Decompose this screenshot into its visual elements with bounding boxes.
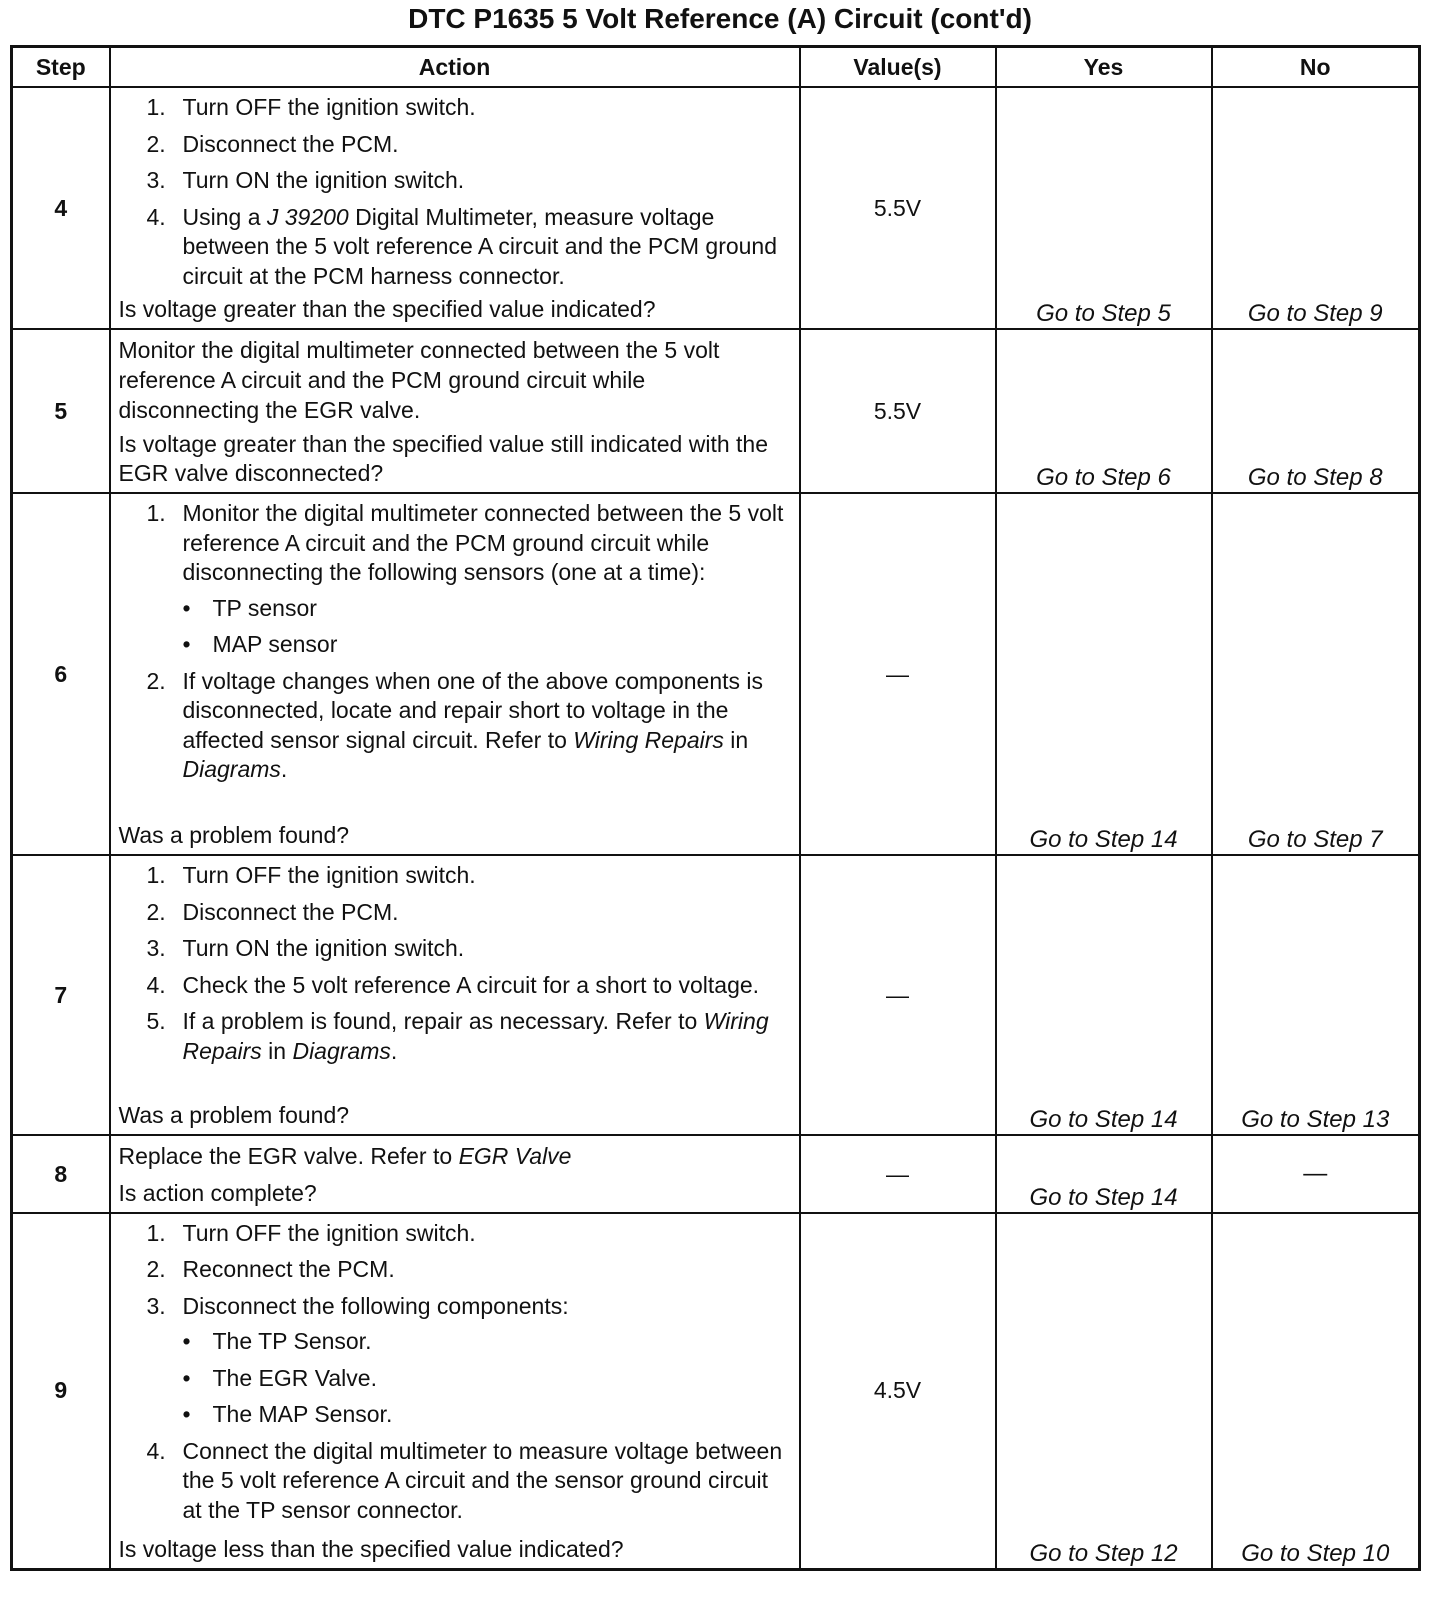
value-cell: — xyxy=(800,855,996,1135)
header-yes: Yes xyxy=(996,47,1212,88)
action-text: Monitor the digital multimeter connected between the 5 volt reference A circuit and the PCM ground circuit while disconnecting the EGR valve. xyxy=(118,337,720,423)
header-row xyxy=(12,47,1420,88)
question-text: Is action complete? xyxy=(118,1180,317,1206)
page-title: DTC P1635 5 Volt Reference (A) Circuit (cont'd) xyxy=(408,3,1032,34)
yes-result: Go to Step 12 xyxy=(996,1213,1212,1569)
table-row-step-4 xyxy=(12,87,1420,329)
no-result: Go to Step 9 xyxy=(1212,87,1420,329)
action-step: 1. Turn OFF the ignition switch. xyxy=(146,862,476,888)
question-text: Is voltage greater than the specified value indicated? xyxy=(118,296,656,322)
list-item: • The MAP Sensor. xyxy=(182,1401,393,1428)
step-number: 7 xyxy=(12,855,110,1135)
value-cell: — xyxy=(800,493,996,855)
tool-reference: J 39200 xyxy=(266,203,349,230)
header-values: Value(s) xyxy=(800,47,996,88)
step-number: 6 xyxy=(12,493,110,855)
value-cell: 5.5V xyxy=(800,87,996,329)
action-cell xyxy=(110,493,800,855)
step-number: 8 xyxy=(12,1135,110,1213)
value-cell: 4.5V xyxy=(800,1213,996,1569)
action-text: Replace the EGR valve. Refer to EGR Valve xyxy=(118,1143,572,1169)
yes-result: Go to Step 14 xyxy=(996,1135,1212,1213)
action-step: 2. If voltage changes when one of the above components is disconnected, locate and repair short to voltage in the affected sensor signal circuit. Refer to Wiring Repairs in Diagrams. xyxy=(146,667,764,782)
wiring-repairs-reference: Wiring Repairs xyxy=(182,1008,769,1064)
action-cell xyxy=(110,1135,800,1213)
action-step: 3. Disconnect the following components: • The TP Sensor. • The EGR Valve. • The MAP Sensor. xyxy=(147,1292,791,1430)
action-cell xyxy=(110,1213,800,1569)
header-step: Step xyxy=(12,47,110,88)
yes-result: Go to Step 6 xyxy=(996,329,1212,493)
action-step: 1. Monitor the digital multimeter connected between the 5 volt reference A circuit and the PCM ground circuit while disconnecting the following sensors (one at a time): • TP sensor • MAP sensor xyxy=(147,499,791,660)
step-number: 9 xyxy=(12,1213,110,1569)
action-cell xyxy=(110,87,800,329)
table-row-step-6 xyxy=(12,493,1420,855)
wiring-repairs-reference: Wiring Repairs xyxy=(573,726,724,753)
action-steps xyxy=(119,1219,791,1526)
table-row-step-9 xyxy=(12,1213,1420,1569)
action-step: 3. Turn ON the ignition switch. xyxy=(146,167,465,193)
yes-result: Go to Step 14 xyxy=(996,493,1212,855)
action-step: 2. Disconnect the PCM. xyxy=(146,130,399,157)
diagrams-reference: Diagrams xyxy=(182,756,281,782)
list-item: • The TP Sensor. xyxy=(182,1328,372,1355)
action-step: 4. Check the 5 volt reference A circuit for a short to voltage. xyxy=(146,971,760,998)
question-text: Is voltage less than the specified value indicated? xyxy=(118,1535,624,1562)
header-action: Action xyxy=(110,47,800,88)
question-text: Was a problem found? xyxy=(118,822,350,848)
action-step: 4. Using a J 39200 Digital Multimeter, measure voltage between the 5 volt reference A circuit and the PCM ground circuit at the PCM harness connector. xyxy=(146,203,778,289)
table-row-step-7 xyxy=(12,855,1420,1135)
component-list xyxy=(183,1327,791,1430)
list-item: • MAP sensor xyxy=(182,631,338,657)
table-row-step-8 xyxy=(12,1135,1420,1213)
action-step: 2. Reconnect the PCM. xyxy=(146,1256,395,1283)
yes-result: Go to Step 14 xyxy=(996,855,1212,1135)
action-steps xyxy=(119,499,791,785)
no-result: Go to Step 13 xyxy=(1212,855,1420,1135)
step-number: 4 xyxy=(12,87,110,329)
no-result: Go to Step 7 xyxy=(1212,493,1420,855)
header-no: No xyxy=(1212,47,1420,88)
no-result: — xyxy=(1212,1135,1420,1213)
list-item: • TP sensor xyxy=(182,594,317,621)
sensor-list xyxy=(183,594,791,660)
value-cell: — xyxy=(800,1135,996,1213)
egr-valve-reference: EGR Valve xyxy=(458,1143,572,1169)
action-cell xyxy=(110,329,800,493)
step-number: 5 xyxy=(12,329,110,493)
action-step: 2. Disconnect the PCM. xyxy=(146,898,399,925)
action-step: 1. Turn OFF the ignition switch. xyxy=(146,1219,476,1246)
question-text: Is voltage greater than the specified value still indicated with the EGR valve disconnected? xyxy=(118,431,768,486)
action-step: 1. Turn OFF the ignition switch. xyxy=(146,94,476,120)
action-cell xyxy=(110,855,800,1135)
diagnostic-table xyxy=(10,45,1421,1571)
action-step: 5. If a problem is found, repair as necessary. Refer to Wiring Repairs in Diagrams. xyxy=(146,1008,769,1064)
no-result: Go to Step 8 xyxy=(1212,329,1420,493)
table-row-step-5 xyxy=(12,329,1420,493)
action-steps xyxy=(119,861,791,1066)
action-steps xyxy=(119,93,791,291)
question-text: Was a problem found? xyxy=(118,1102,350,1128)
yes-result: Go to Step 5 xyxy=(996,87,1212,329)
value-cell: 5.5V xyxy=(800,329,996,493)
diagrams-reference: Diagrams xyxy=(292,1037,391,1064)
no-result: Go to Step 10 xyxy=(1212,1213,1420,1569)
action-step: 3. Turn ON the ignition switch. xyxy=(146,935,465,961)
list-item: • The EGR Valve. xyxy=(182,1364,377,1391)
action-step: 4. Connect the digital multimeter to measure voltage between the 5 volt reference A circuit and the sensor ground circuit at the TP sensor connector. xyxy=(146,1437,783,1523)
